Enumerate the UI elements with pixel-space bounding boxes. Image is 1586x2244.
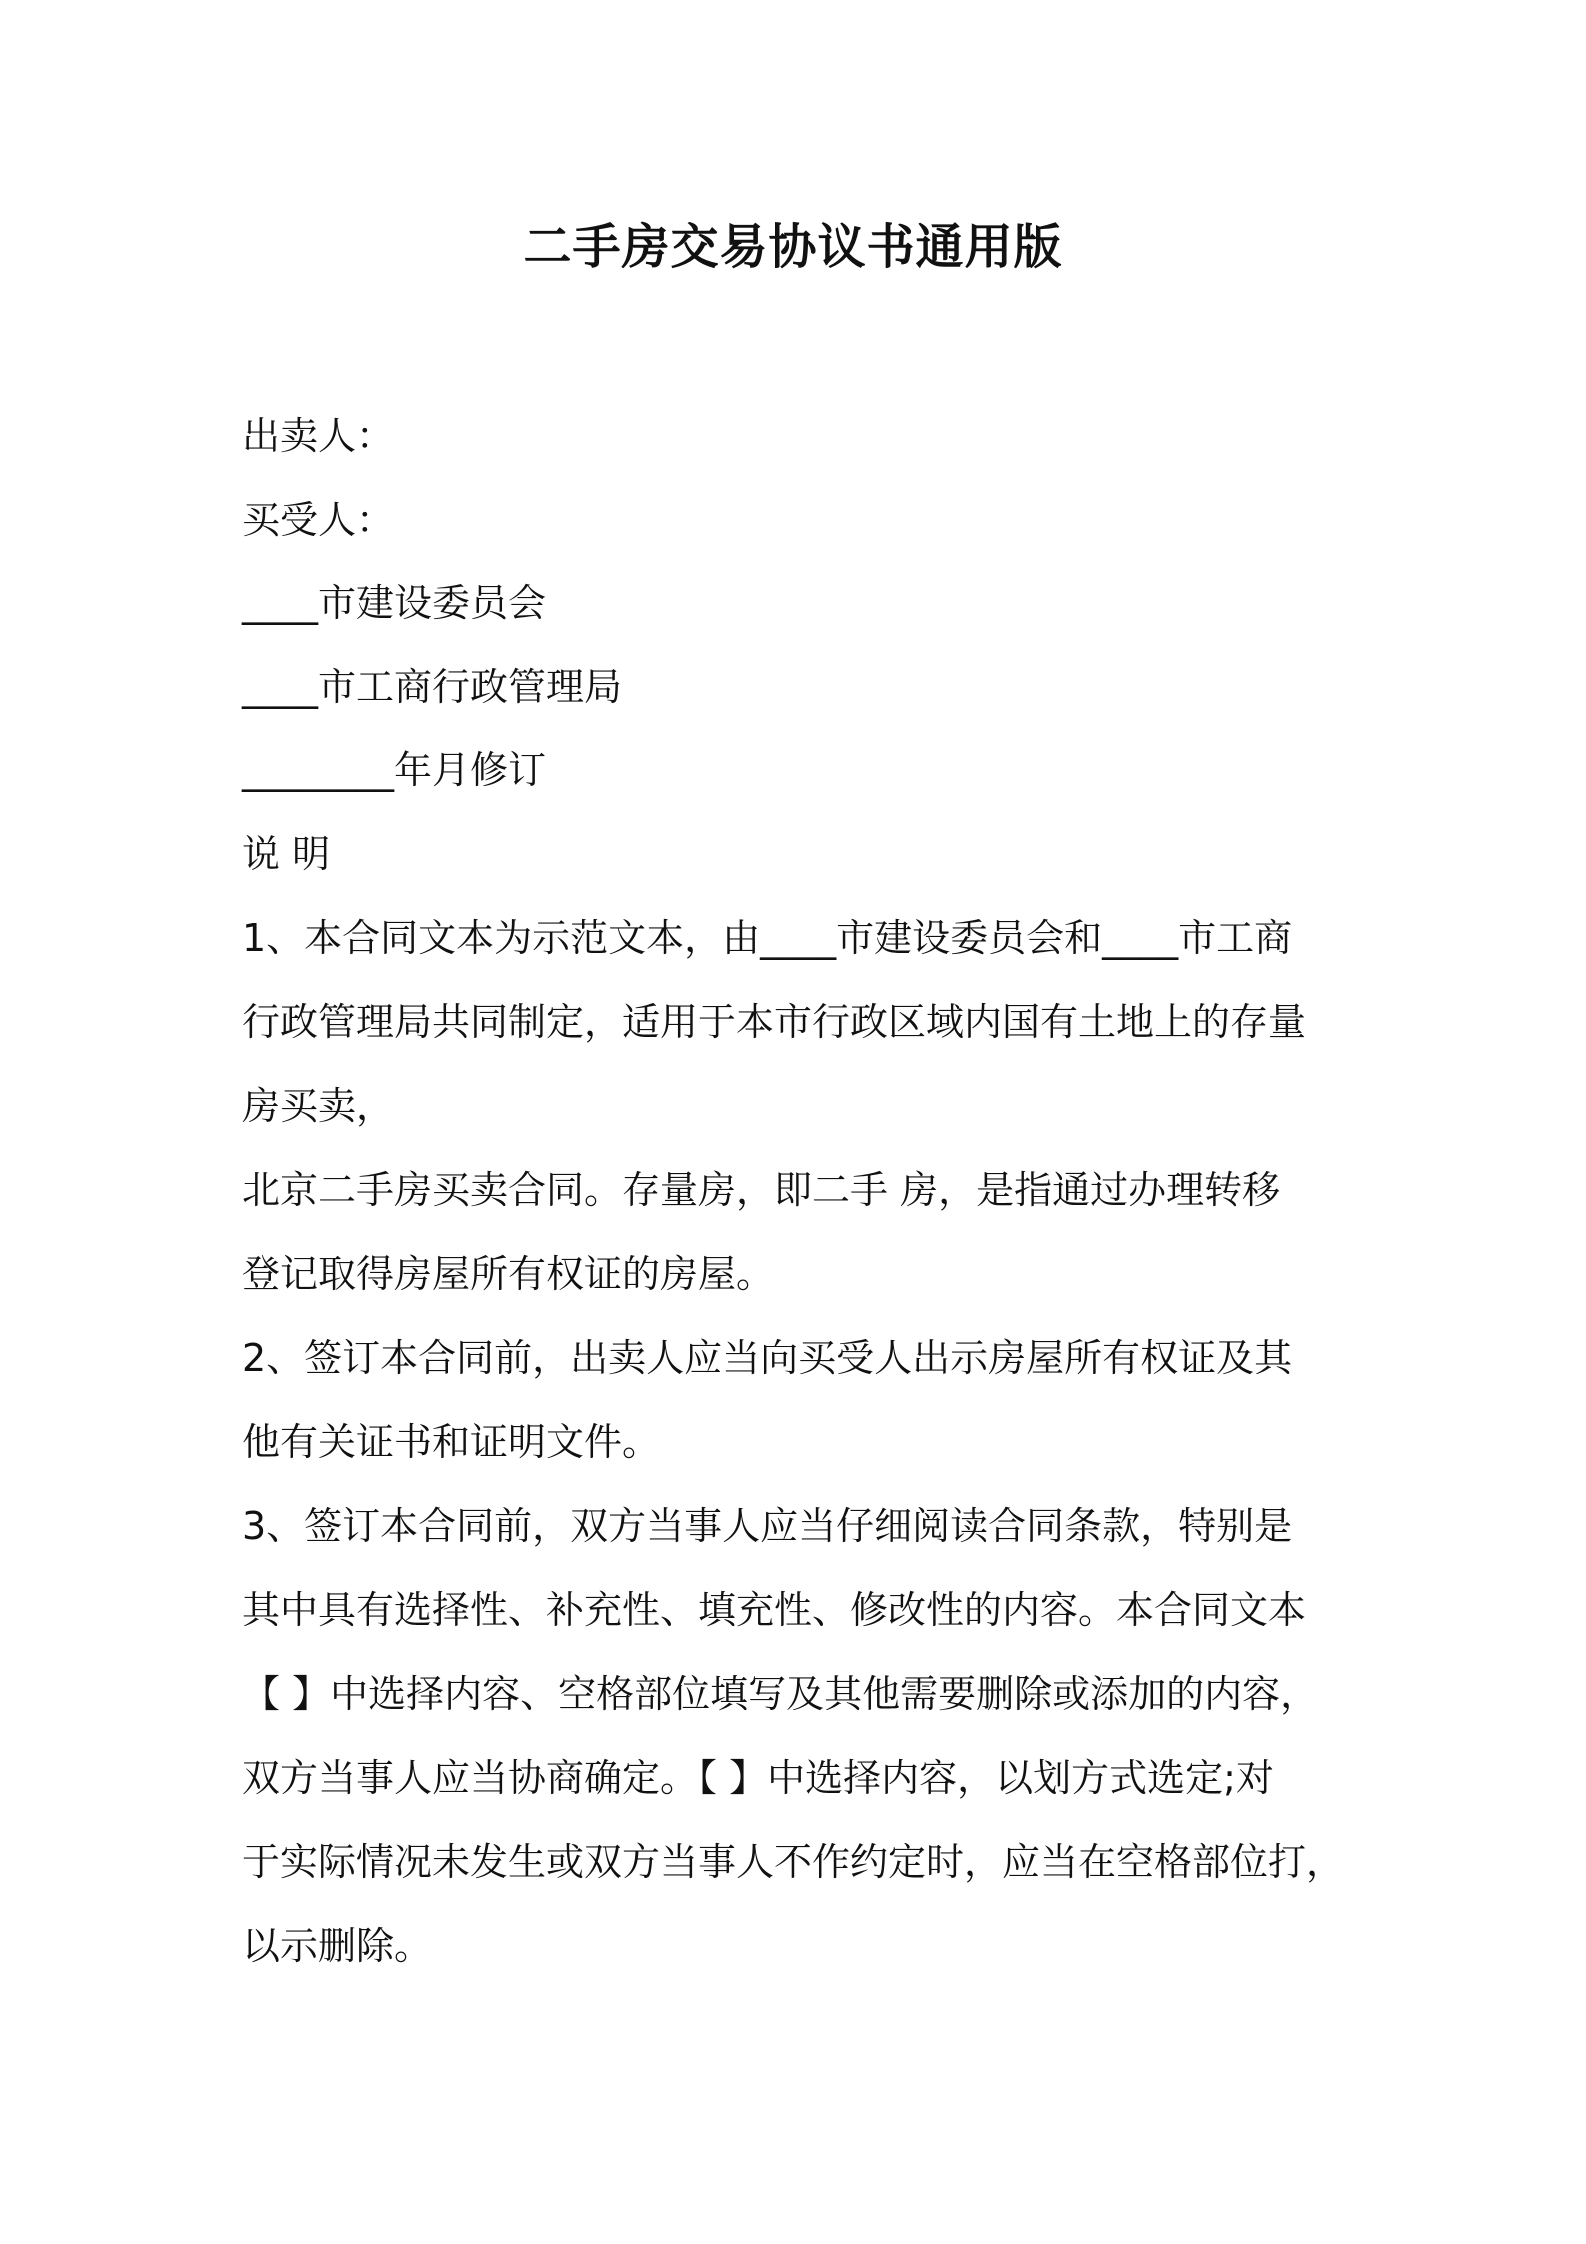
buyer-line: 买受人： [242,498,395,542]
paragraph-line: 以示删除。 [242,1924,433,1968]
paragraph-line: 1、本合同文本为示范文本，由____市建设委员会和____市工商 [242,916,1293,960]
paragraph-line: 登记取得房屋所有权证的房屋。 [242,1252,775,1296]
paragraph-line: 3、签订本合同前，双方当事人应当仔细阅读合同条款，特别是 [242,1504,1293,1548]
explanation-heading: 说 明 [242,832,331,876]
seller-line: 出卖人： [242,414,395,458]
paragraph-line: 北京二手房买卖合同。存量房，即二手 房，是指通过办理转移 [242,1168,1281,1212]
paragraph-line: 2、签订本合同前，出卖人应当向买受人出示房屋所有权证及其 [242,1336,1293,1380]
paragraph-line: 于实际情况未发生或双方当事人不作约定时，应当在空格部位打， [242,1840,1345,1884]
industry-commerce-bureau-line: ____市工商行政管理局 [242,665,623,709]
paragraph-line: 房买卖， [242,1084,395,1128]
revision-date-line: ________年月修订 [242,748,547,792]
paragraph-line: 他有关证书和证明文件。 [242,1420,661,1464]
paragraph-line: 行政管理局共同制定，适用于本市行政区域内国有土地上的存量 [242,1000,1307,1044]
paragraph-line: 其中具有选择性、补充性、填充性、修改性的内容。本合同文本 [242,1588,1307,1632]
construction-committee-line: ____市建设委员会 [242,581,547,625]
paragraph-line: 双方当事人应当协商确定。【 】中选择内容，以划方式选定;对 [242,1756,1274,1800]
paragraph-line: 【 】中选择内容、空格部位填写及其他需要删除或添加的内容， [242,1672,1319,1716]
document-title: 二手房交易协议书通用版 [523,219,1063,275]
